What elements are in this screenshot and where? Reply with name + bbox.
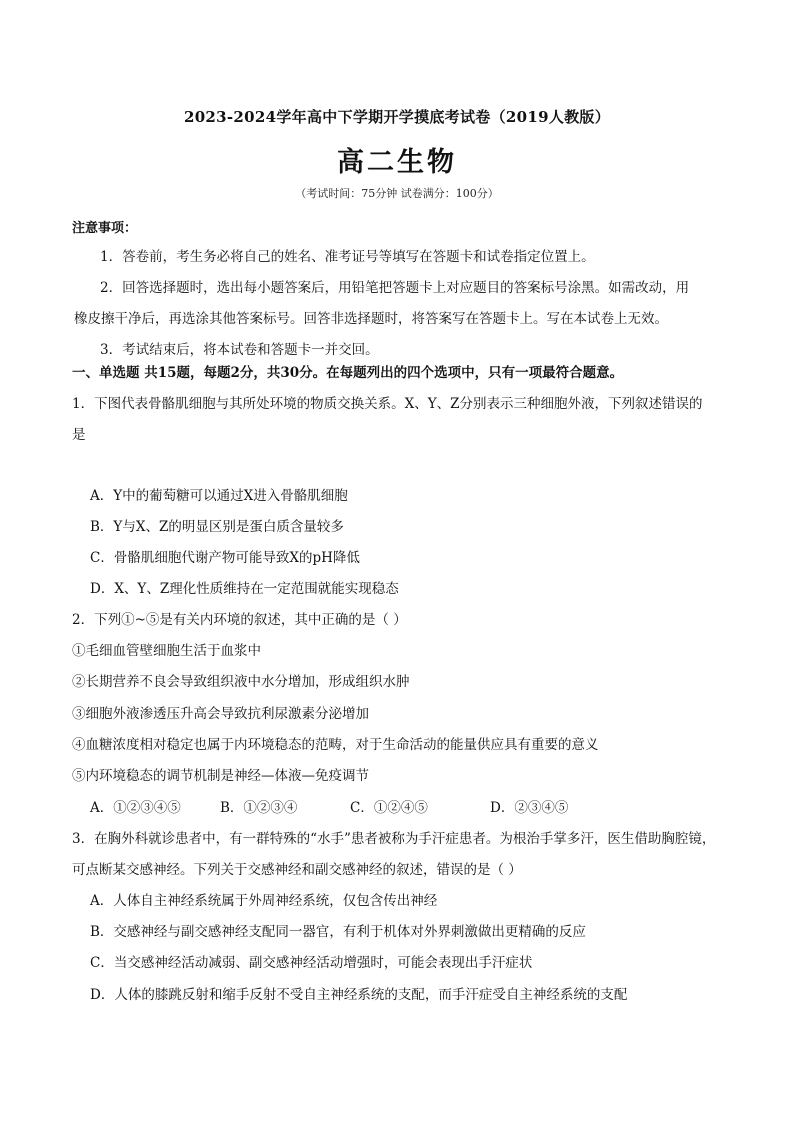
q3-option-c: C．当交感神经活动减弱、副交感神经活动增强时，可能会表现出手汗症状: [90, 955, 533, 971]
exam-title: 2023-2024学年高中下学期开学摸底考试卷（2019人教版）: [183, 108, 611, 126]
q1-stem: 1．下图代表骨骼肌细胞与其所处环境的物质交换关系。X、Y、Z分别表示三种细胞外液，下列叙述错误的: [72, 396, 703, 412]
q2-statement-4: ④血糖浓度相对稳定也属于内环境稳态的范畴，对于生命活动的能量供应具有重要的意义: [72, 737, 599, 753]
q2-choice-a: A．①②③④⑤: [90, 800, 181, 816]
q2-choice-b: B．①②③④: [220, 800, 298, 816]
note-item-2-cont: 橡皮擦干净后，再选涂其他答案标号。回答非选择题时，将答案写在答题卡上。写在本试卷上无效。: [74, 311, 668, 327]
q2-statement-5: ⑤内环境稳态的调节机制是神经—体液—免疫调节: [72, 768, 369, 784]
q3-stem: 3．在胸外科就诊患者中，有一群特殊的“水手”患者被称为手汗症患者。为根治手掌多汗，医生借助胸腔镜，: [72, 831, 716, 847]
section-title: 一、单选题 共15题，每题2分，共30分。在每题列出的四个选项中，只有一项最符合题意。: [72, 365, 624, 381]
q2-statement-1: ①毛细血管壁细胞生活于血浆中: [72, 643, 261, 659]
q2-choices: [90, 798, 650, 818]
q3-option-a: A．人体自主神经系统属于外周神经系统，仅包含传出神经: [90, 893, 438, 909]
q2-choice-d: D．②③④⑤: [490, 800, 569, 816]
q2-statement-3: ③细胞外液渗透压升高会导致抗利尿激素分泌增加: [72, 706, 369, 722]
note-item-1: 1．答卷前，考生务必将自己的姓名、准考证号等填写在答题卡和试卷指定位置上。: [100, 249, 595, 265]
q1-option-d: D．X、Y、Z理化性质维持在一定范围就能实现稳态: [90, 581, 399, 597]
q1-option-a: A．Y中的葡萄糖可以通过X进入骨骼肌细胞: [90, 488, 348, 504]
q1-option-c: C．骨骼肌细胞代谢产物可能导致X的pH降低: [90, 550, 360, 566]
q1-stem-cont: 是: [72, 427, 86, 443]
note-item-3: 3．考试结束后，将本试卷和答题卡一并交回。: [100, 342, 379, 358]
q3-option-b: B．交感神经与副交感神经支配同一器官，有利于机体对外界刺激做出更精确的反应: [90, 924, 586, 940]
q3-stem-cont: 可点断某交感神经。下列关于交感神经和副交感神经的叙述，错误的是（ ）: [72, 862, 522, 878]
subject-title: 高二生物: [337, 147, 457, 178]
q2-choice-c: C．①②④⑤: [350, 800, 428, 816]
q1-option-b: B．Y与X、Z的明显区别是蛋白质含量较多: [90, 519, 344, 535]
q3-option-d: D．人体的膝跳反射和缩手反射不受自主神经系统的支配，而手汗症受自主神经系统的支配: [90, 987, 628, 1003]
exam-info: （考试时间：75分钟 试卷满分：100分）: [295, 187, 499, 200]
note-item-2: 2．回答选择题时，选出每小题答案后，用铅笔把答题卡上对应题目的答案标号涂黑。如需改动，用: [100, 280, 690, 296]
notes-heading: 注意事项：: [72, 221, 138, 236]
q2-stem: 2．下列①~⑤是有关内环境的叙述，其中正确的是（ ）: [72, 612, 407, 628]
q2-statement-2: ②长期营养不良会导致组织液中水分增加，形成组织水肿: [72, 674, 410, 690]
